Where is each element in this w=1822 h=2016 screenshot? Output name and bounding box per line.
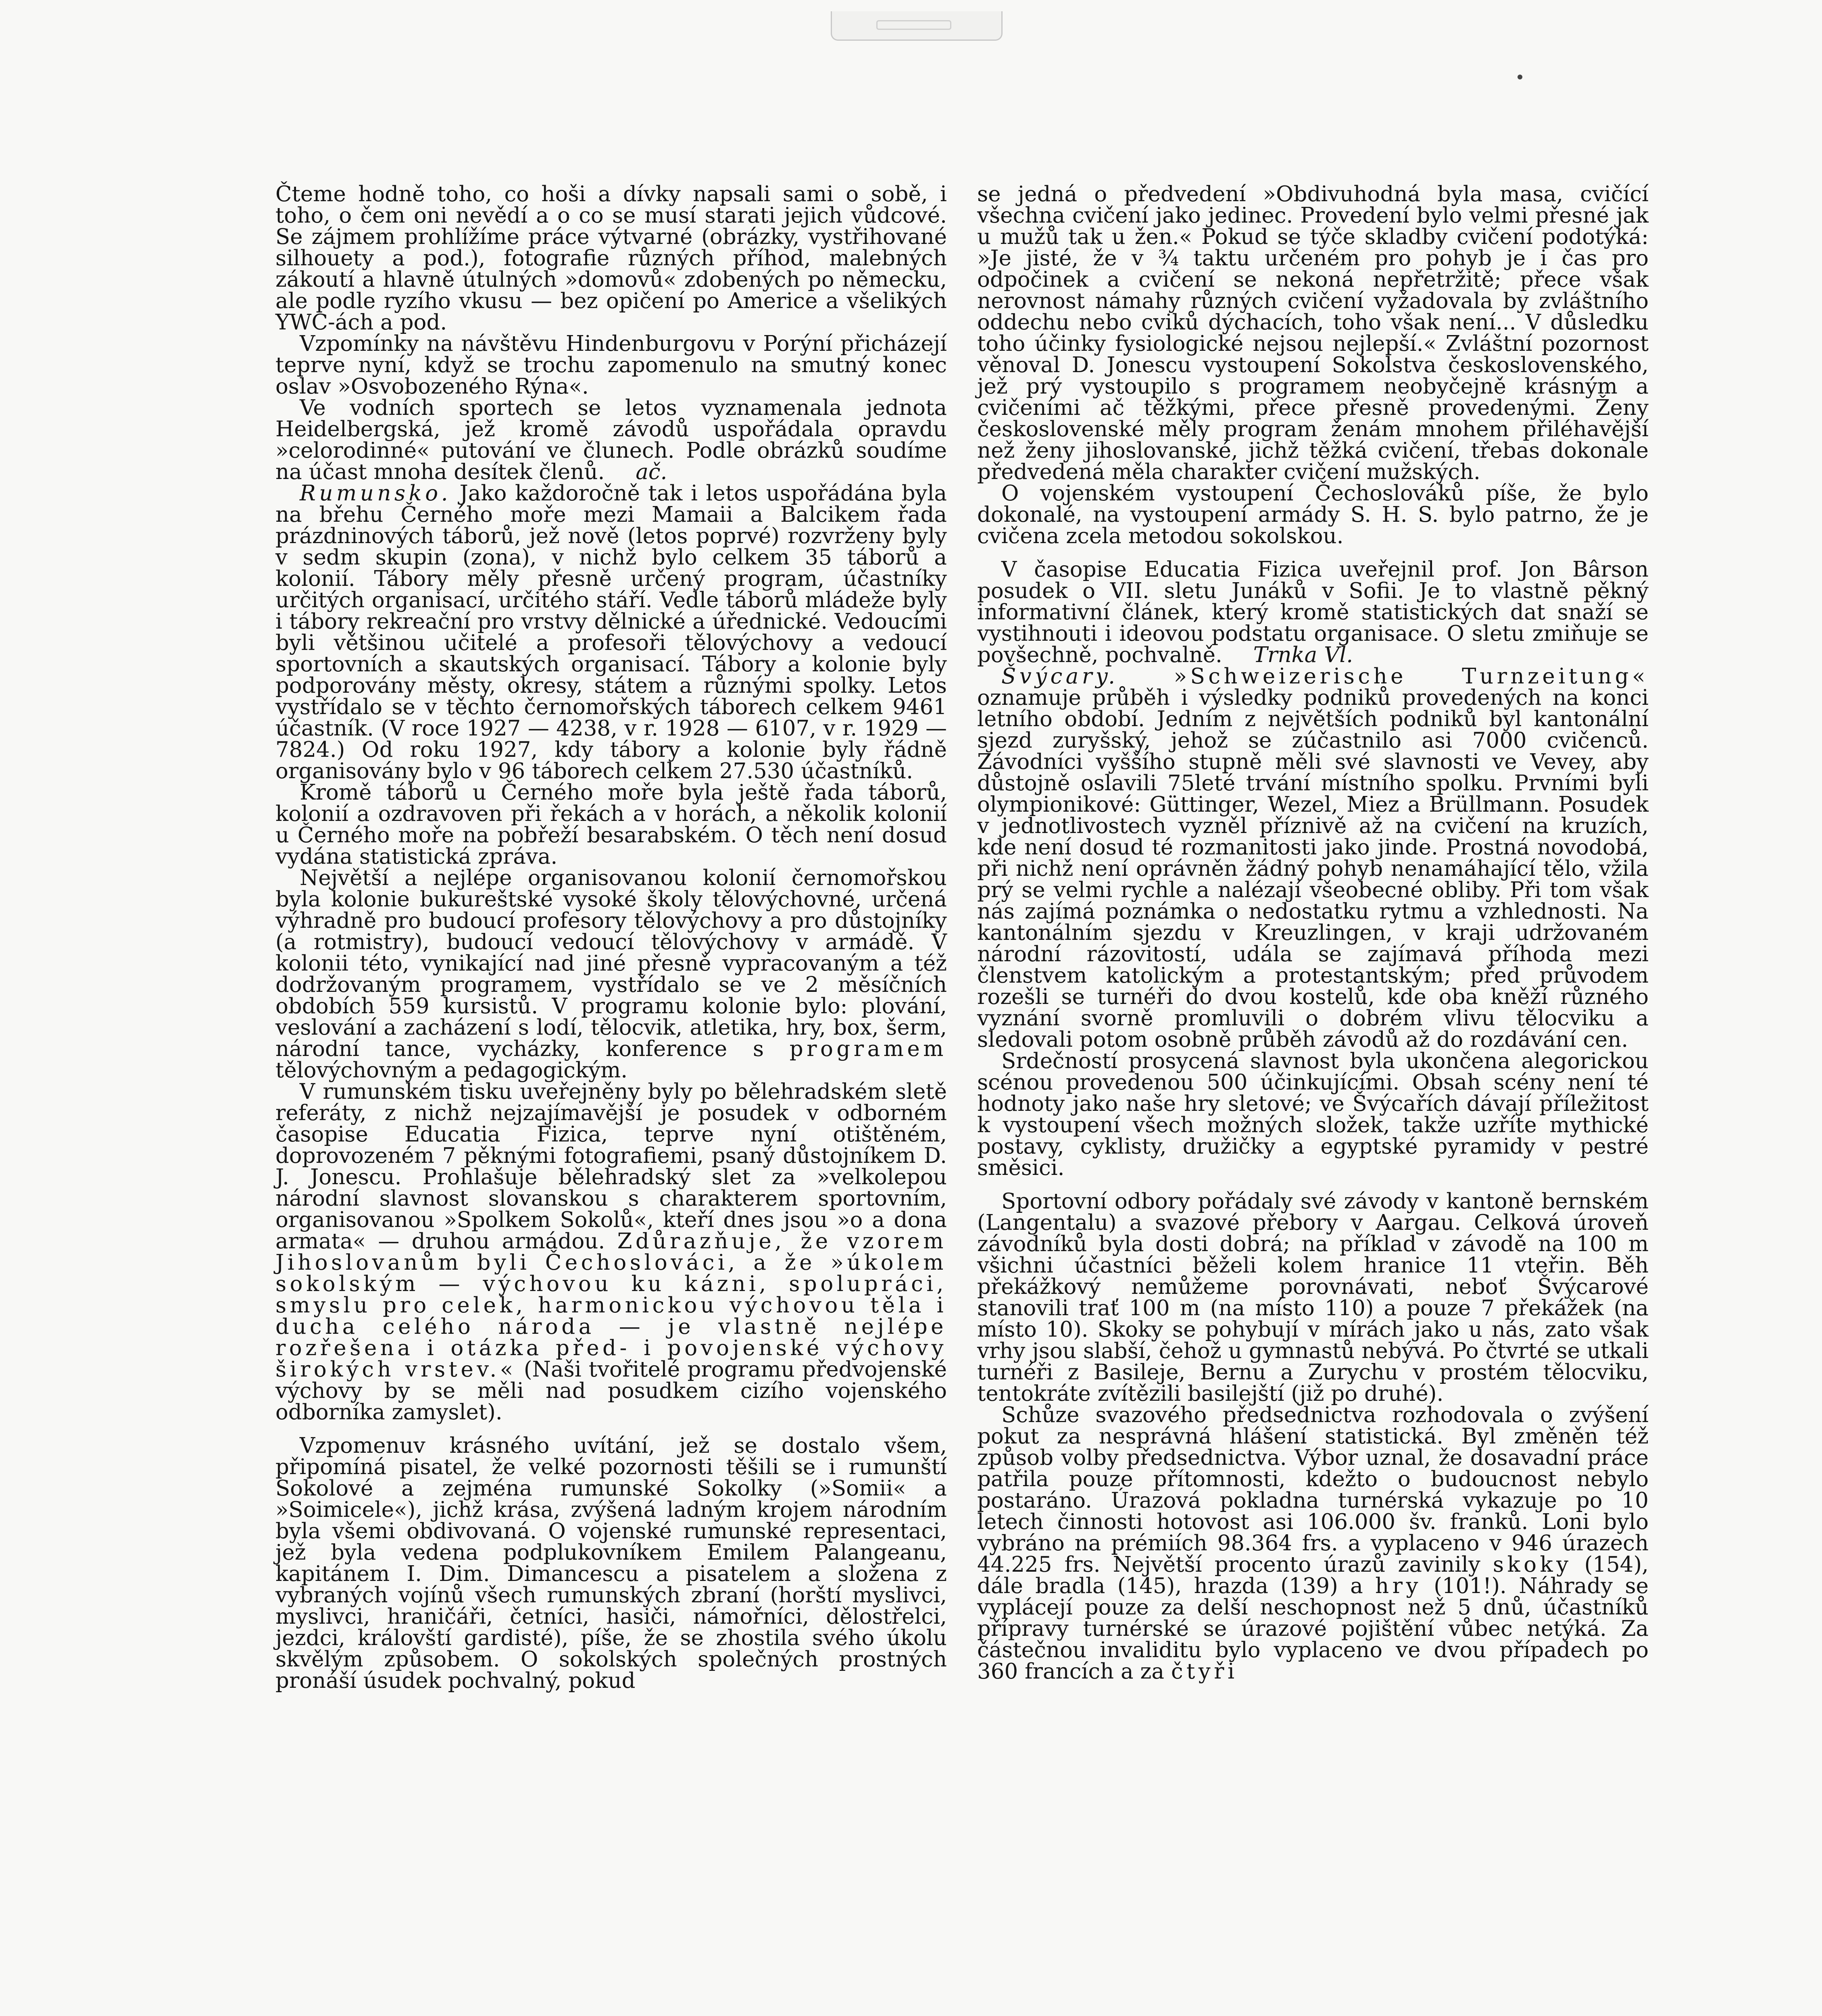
paragraph [275, 1081, 947, 1423]
paragraph: Vzpomínky na návštěvu Hindenburgovu v Porýní přicházejí teprve nyní, když se trochu zapomenulo na smutný konec oslav »Osvobozeného Rýna«. [275, 331, 947, 399]
paragraph-text: V časopise Educatia Fizica uveřejnil prof. Jon Bârson posudek o VII. sletu Junáků v Sofii. Je to vlastně pěkný informativní článek, který kromě statistických dat snaží se vystihnouti i ideovou podstatu organisace. O sletu zmiňuje se povšechně, pochvalně. [977, 557, 1649, 667]
paragraph-text: Ve vodních sportech se letos vyznamenala jednota Heidelbergská, jež kromě závodů uspořádala opravdu »celorodinné« putování ve člunech. Podle obrázků soudíme na účast mnoha desítek členů. [275, 396, 947, 484]
paragraph-text: oznamuje průběh i výsledky podniků provedených na konci letního období. Jedním z největších podniků byl kantonální sjezd zuryšský, jehož se zúčastnilo asi 7000 cvičenců. Závodníci vyššího stupně měli své slavnosti ve Vevey, aby důstojně oslavili 75leté trvání místního spolku. Prvními byli olympionikové: Güttinger, Wezel, Miez a Brüllmann. Posudek v jednotlivostech vyzněl příznivě až na cvičení na kruzích, kde není dosud té rozmanitosti jako jinde. Prostná novodobá, při nichž není oprávněn žádný pohyb nenamáhající tělo, vžila prý se velmi rychle a nalézají všeobecné obliby. Při tom však nás zajímá poznámka o nedostatku rytmu a vzhlednosti. Na kantonálním sjezdu v Kreuzlingen, v kraji udržovaném národní rázovitostí, udála se zajímavá příhoda mezi členstvem katolickým a protestantským; před průvodem rozešli se turnéři do dvou kostelů, kde oba kněží různého vyznání svorně promluvili o dobrém vlivu tělocviku a sledovali potom osobně průběh závodů až do rozdávání cen. [977, 685, 1649, 1052]
paragraph: O vojenském vystoupení Čechoslováků píše, že bylo dokonalé, na vystoupení armády S. H. S. bylo patrno, že je cvičena zcela metodou sokolskou. [977, 481, 1649, 548]
paragraph [977, 559, 1649, 666]
right-column [977, 183, 1649, 1682]
emphasized-text: Zdůrazňuje, že vzorem Jihoslovanům byli Čechoslováci, a že »úkolem sokolským — výchovou ku kázni, spolupráci, smyslu pro celek, harmonickou výchovou těla i ducha celého národa — je vlastně nejlépe rozřešena i otázka před- i povojenské výchovy širokých vrstev.« [275, 1229, 947, 1382]
paragraph-text: (101!). Náhrady se vyplácejí pouze za delší neschopnost než 5 dnů, účastníků přípravy turnérské se úrazové pojištění vůbec netýká. Za částečnou invaliditu bylo vyplaceno ve dvou případech po 360 francích a za [977, 1574, 1649, 1684]
paragraph-text: tělovýchovným a pedagogickým. [275, 1058, 628, 1083]
paragraph-text: Schůze svazového předsednictva rozhodovala o zvýšení pokut za nesprávná hlášení statistická. Byl změněn též způsob volby předsednictva. Výbor uznal, že dosavadní práce patřila pouze přítomnosti, kdežto o budoucnost nebylo postaráno. Úrazová pokladna turnérská vykazuje po 10 letech činnosti hotovost asi 106.000 šv. franků. Loni bylo vybráno na prémiích 98.364 frs. a vyplaceno v 946 úrazech 44.225 frs. Největší procento úrazů zavinily [977, 1403, 1649, 1577]
ink-dot [1518, 75, 1522, 79]
paragraph-text: (154), dále bradla (145), hrazda (139) a [977, 1552, 1649, 1598]
emphasized-text: hry [1375, 1574, 1422, 1598]
paragraph-text: (Naši tvořitelé programu předvojenské výchovy by se měli nad posudkem cizího vojenského odborníka zamyslet). [275, 1357, 947, 1425]
author-signature: ač. [636, 460, 667, 484]
paragraph: Srdečností prosycená slavnost byla ukončena alegorickou scénou provedenou 500 účinkujícími. Obsah scény není té hodnoty jako naše hry sletové; ve Švýcařích dávají příležitost k vystoupení všech možných složek, takže uzříte mythické postavy, cyklisty, družičky a egyptské pyramidy v pestré směsici. [977, 1049, 1649, 1180]
emphasized-text: čtyři [1171, 1659, 1238, 1684]
emphasized-text: »Schweizerische Turnzeitung« [1118, 664, 1649, 689]
paragraph-text: Největší a nejlépe organisovanou kolonií černomořskou byla kolonie bukureštské vysoké školy tělovýchovné, určená výhradně pro budoucí profesory tělovýchovy a pro důstojníky (a rotmistry), budoucí vedoucí tělovýchovy v armádě. V kolonii této, vynikající nad jiné přesně vypracovaným a též dodržovaným programem, vystřídalo se ve 2 měsíčních obdobích 559 kursistů. V programu kolonie bylo: plování, veslování a zacházení s lodí, tělocvik, atletika, hry, box, šerm, národní tance, vycházky, konference s [275, 866, 947, 1061]
author-signature: Trnka Vl. [1253, 643, 1353, 667]
section-heading: Rumunsko. [300, 481, 452, 506]
left-column [275, 183, 947, 1691]
paragraph-text: Jako každoročně tak i letos uspořádána byla na břehu Černého moře mezi Mamaii a Balcikem řada prázdninových táborů, jež nově (letos poprvé) rozvrženy byly v sedm skupin (zona), v nichž bylo celkem 35 táborů a kolonií. Tábory měly přesně určený program, účastníky určitých organisací, určitého stáří. Vedle táborů mládeže byly i tábory rekreační pro vrstvy dělnické a úřednické. Vedoucími byli většinou učitelé a profesoři tělovýchovy a vedoucí sportovních a skautských organisací. Tábory a kolonie byly podporovány městy, okresy, státem a různými spolky. Letos vystřídalo se v těchto černomořských táborech celkem 9461 účastník. (V roce 1927 — 4238, v r. 1928 — 6107, v r. 1929 — 7824.) Od roku 1927, kdy tábory a kolonie byly řádně organisovány bylo v 96 táborech celkem 27.530 účastníků. [275, 481, 947, 783]
paragraph: Čteme hodně toho, co hoši a dívky napsali sami o sobě, i toho, o čem oni nevědí a o co se musí starati jejich vůdcové. Se zájmem prohlížíme práce výtvarné (obrázky, vystřihované silhouety a pod.), fotografie různých příhod, malebných zákoutí a hlavně útulných »domovů« zdobených po německu, ale podle ryzího vkusu — bez opičení po Americe a všelikých YWC-ách a pod. [275, 182, 947, 335]
paragraph [275, 483, 947, 782]
emphasized-text: skoky [1493, 1552, 1572, 1577]
paragraph [977, 666, 1649, 1050]
paragraph-text: V rumunském tisku uveřejněny byly po bělehradském sletě referáty, z nichž nejzajímavější je posudek v odborném časopise Educatia Fizica, teprve nyní otištěném, doprovozeném 7 pěknými fotografiemi, psaný důstojníkem D. J. Jonescu. Prohlašuje bělehradský slet za »velkolepou národní slavnost slovanskou s charakterem sportovním, organisovanou »Spolkem Sokolů«, kteří dnes jsou »o a dona armata« — druhou armádou. [275, 1079, 947, 1254]
section-heading: Švýcary. [1001, 664, 1119, 689]
emphasized-text: programem [789, 1037, 947, 1061]
paragraph [275, 397, 947, 483]
paragraph [977, 1404, 1649, 1682]
paragraph [275, 867, 947, 1081]
page-edge-tab [831, 11, 1003, 41]
paragraph: se jedná o předvedení »Obdivuhodná byla masa, cvičící všechna cvičení jako jedinec. Provedení bylo velmi přesné jak u mužů tak u žen.« Pokud se týče skladby cvičení podotýká: »Je jisté, že v ¾ taktu určeném pro pohyb je i čas pro odpočinek a cvičení se nekoná nepřetržitě; přece však nerovnost námahy různých cvičení vyžadovala by zvláštního oddechu nebo cviků dýchacích, toho však není... V důsledku toho účinky fysiologické nejsou nejlepší.« Zvláštní pozornost věnoval D. Jonescu vystoupení Sokolstva československého, jež prý vystoupilo s programem neobyčejně krásným a cvičeními ač těžkými, přece přesně provedenými. Ženy československé měly program ženám mnohem přiléhavější než ženy jihoslovanské, jichž těžká cvičení, třebas dokonale předvedená měla charakter cvičení mužských. [977, 182, 1649, 484]
paragraph: Sportovní odbory pořádaly své závody v kantoně bernském (Langentalu) a svazové přebory v Aargau. Celková úroveň závodníků byla dosti dobrá; na příklad v závodě na 100 m všichni účastníci běželi kolem hranice 11 vteřin. Běh překážkový nemůžeme porovnávati, neboť Švýcarové stanovili trať 100 m (na místo 110) a pouze 7 překážek (na místo 10). Skoky se pohybují v mírách jako u nás, zato však vrhy jsou slabší, čehož u gymnastů nebývá. Po čtvrté se utkali turnéři z Basileje, Bernu a Zurychu v prostém tělocviku, tentokráte zvítězili basilejští (již po druhé). [977, 1189, 1649, 1406]
paragraph: Kromě táborů u Černého moře byla ještě řada táborů, kolonií a ozdravoven při řekách a v horách, a několik kolonií u Černého moře na pobřeží besarabském. O těch není dosud vydána statistická zpráva. [275, 780, 947, 869]
paragraph: Vzpomenuv krásného uvítání, jež se dostalo všem, připomíná pisatel, že velké pozornosti těšili se i rumunští Sokolové a zejména rumunské Sokolky (»Somii« a »Soimicele«), jichž krása, zvýšená ladným krojem národním byla všemi obdivovaná. O vojenské rumunské representaci, jež byla vedena podplukovníkem Emilem Palangeanu, kapitánem I. Dim. Dimancescu a pisatelem a složena z vybraných vojínů všech rumunských zbraní (horští myslivci, myslivci, hraničáři, četníci, hasiči, námořníci, dělostřelci, jezdci, královští gardisté), píše, že se zhostila svého úkolu skvělým způsobem. O sokolských společných prostných pronáší úsudek pochvalný, pokud [275, 1433, 947, 1693]
